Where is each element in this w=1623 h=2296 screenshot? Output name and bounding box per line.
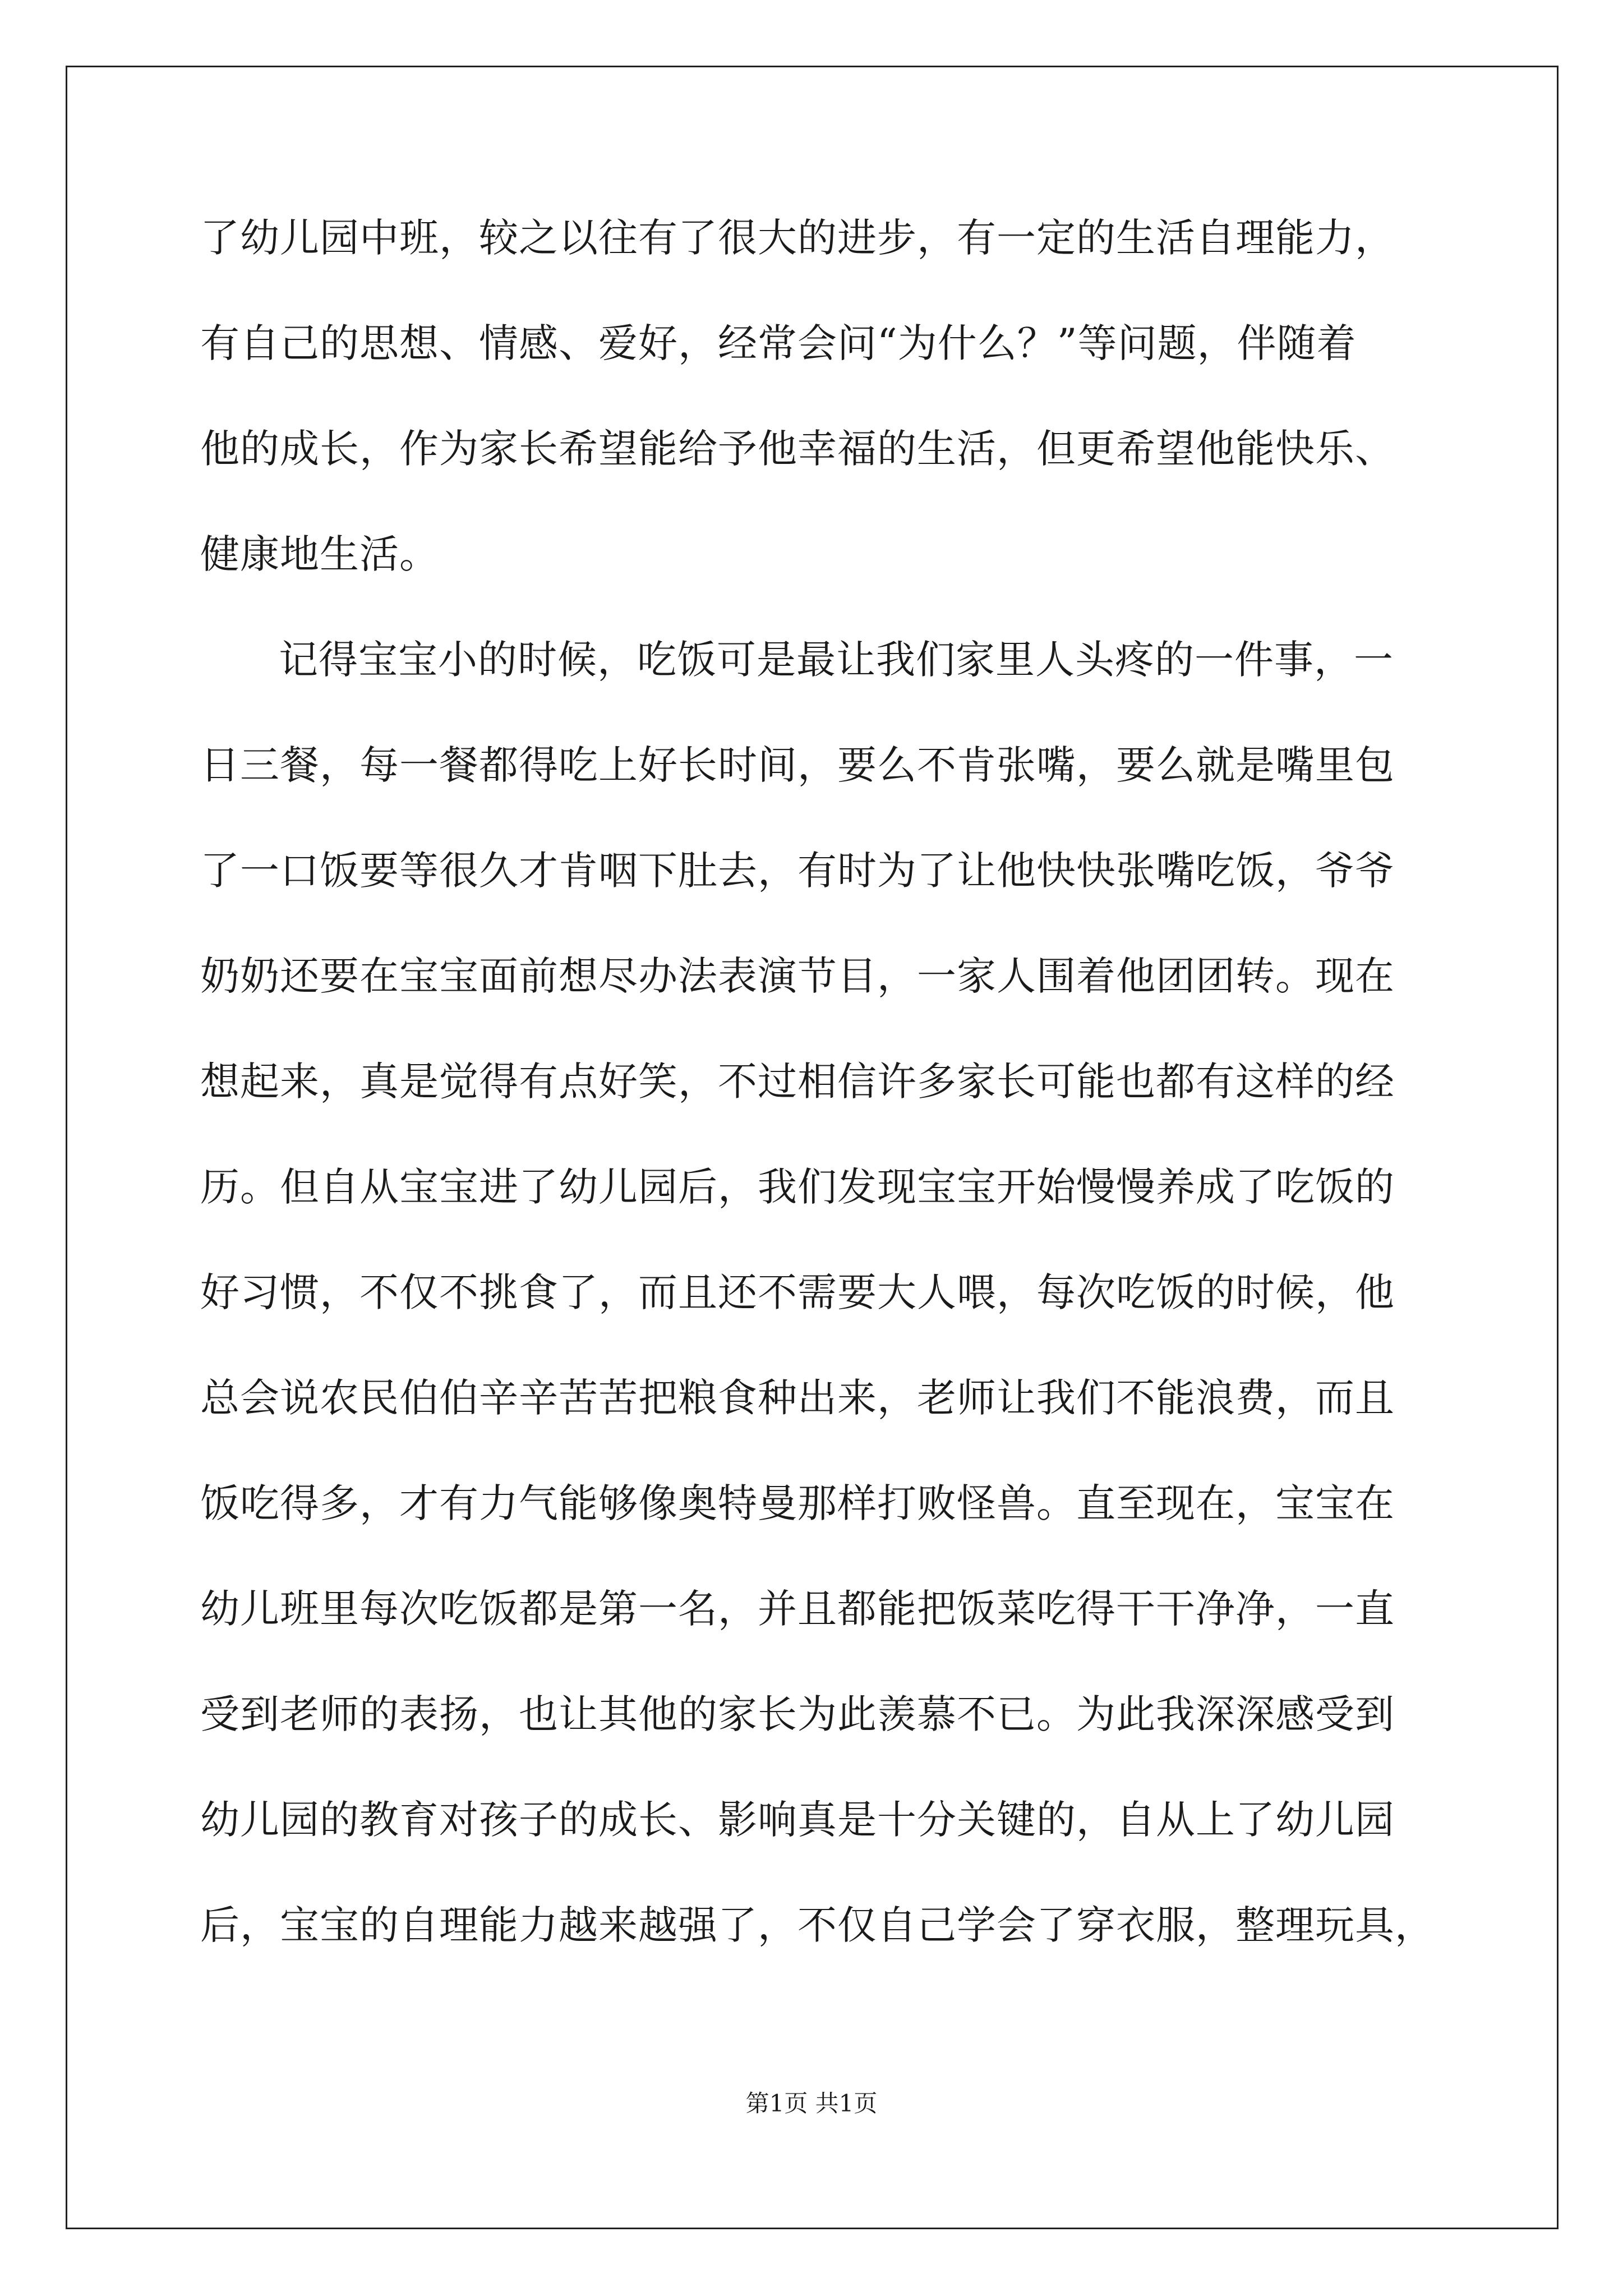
text-line: 后，宝宝的自理能力越来越强了，不仅自己学会了穿衣服，整理玩具， — [200, 1902, 1435, 1948]
paragraph-start-line: 记得宝宝小的时候，吃饭可是最让我们家里人头疼的一件事，一 — [279, 637, 1394, 683]
document-body — [200, 208, 1434, 2000]
text-line: 好习惯，不仅不挑食了，而且还不需要大人喂，每次吃饭的时候，他 — [200, 1269, 1395, 1315]
text-line: 总会说农民伯伯辛辛苦苦把粮食种出来，老师让我们不能浪费，而且 — [200, 1375, 1395, 1421]
text-line: 饭吃得多，才有力气能够像奥特曼那样打败怪兽。直至现在，宝宝在 — [200, 1480, 1395, 1526]
text-line: 了幼儿园中班，较之以往有了很大的进步，有一定的生活自理能力， — [200, 215, 1395, 261]
page-footer: 第1页 共1页 — [745, 2090, 878, 2117]
text-line: 受到老师的表扬，也让其他的家长为此羡慕不已。为此我深深感受到 — [200, 1691, 1395, 1737]
text-line: 想起来，真是觉得有点好笑，不过相信许多家长可能也都有这样的经 — [200, 1059, 1395, 1105]
text-line: 他的成长，作为家长希望能给予他幸福的生活，但更希望他能快乐、 — [200, 426, 1395, 472]
text-line: 幼儿班里每次吃饭都是第一名，并且都能把饭菜吃得干干净净，一直 — [200, 1586, 1395, 1632]
text-line: 历。但自从宝宝进了幼儿园后，我们发现宝宝开始慢慢养成了吃饭的 — [200, 1164, 1395, 1210]
text-line: 健康地生活。 — [200, 531, 439, 577]
text-line: 有自己的思想、情感、爱好，经常会问“为什么？”等问题，伴随着 — [200, 320, 1357, 366]
text-line: 了一口饭要等很久才肯咽下肚去，有时为了让他快快张嘴吃饭，爷爷 — [200, 848, 1395, 894]
text-line: 奶奶还要在宝宝面前想尽办法表演节目，一家人围着他团团转。现在 — [200, 953, 1395, 999]
text-line: 日三餐，每一餐都得吃上好长时间，要么不肯张嘴，要么就是嘴里包 — [200, 742, 1395, 788]
text-line: 幼儿园的教育对孩子的成长、影响真是十分关键的，自从上了幼儿园 — [200, 1797, 1395, 1843]
